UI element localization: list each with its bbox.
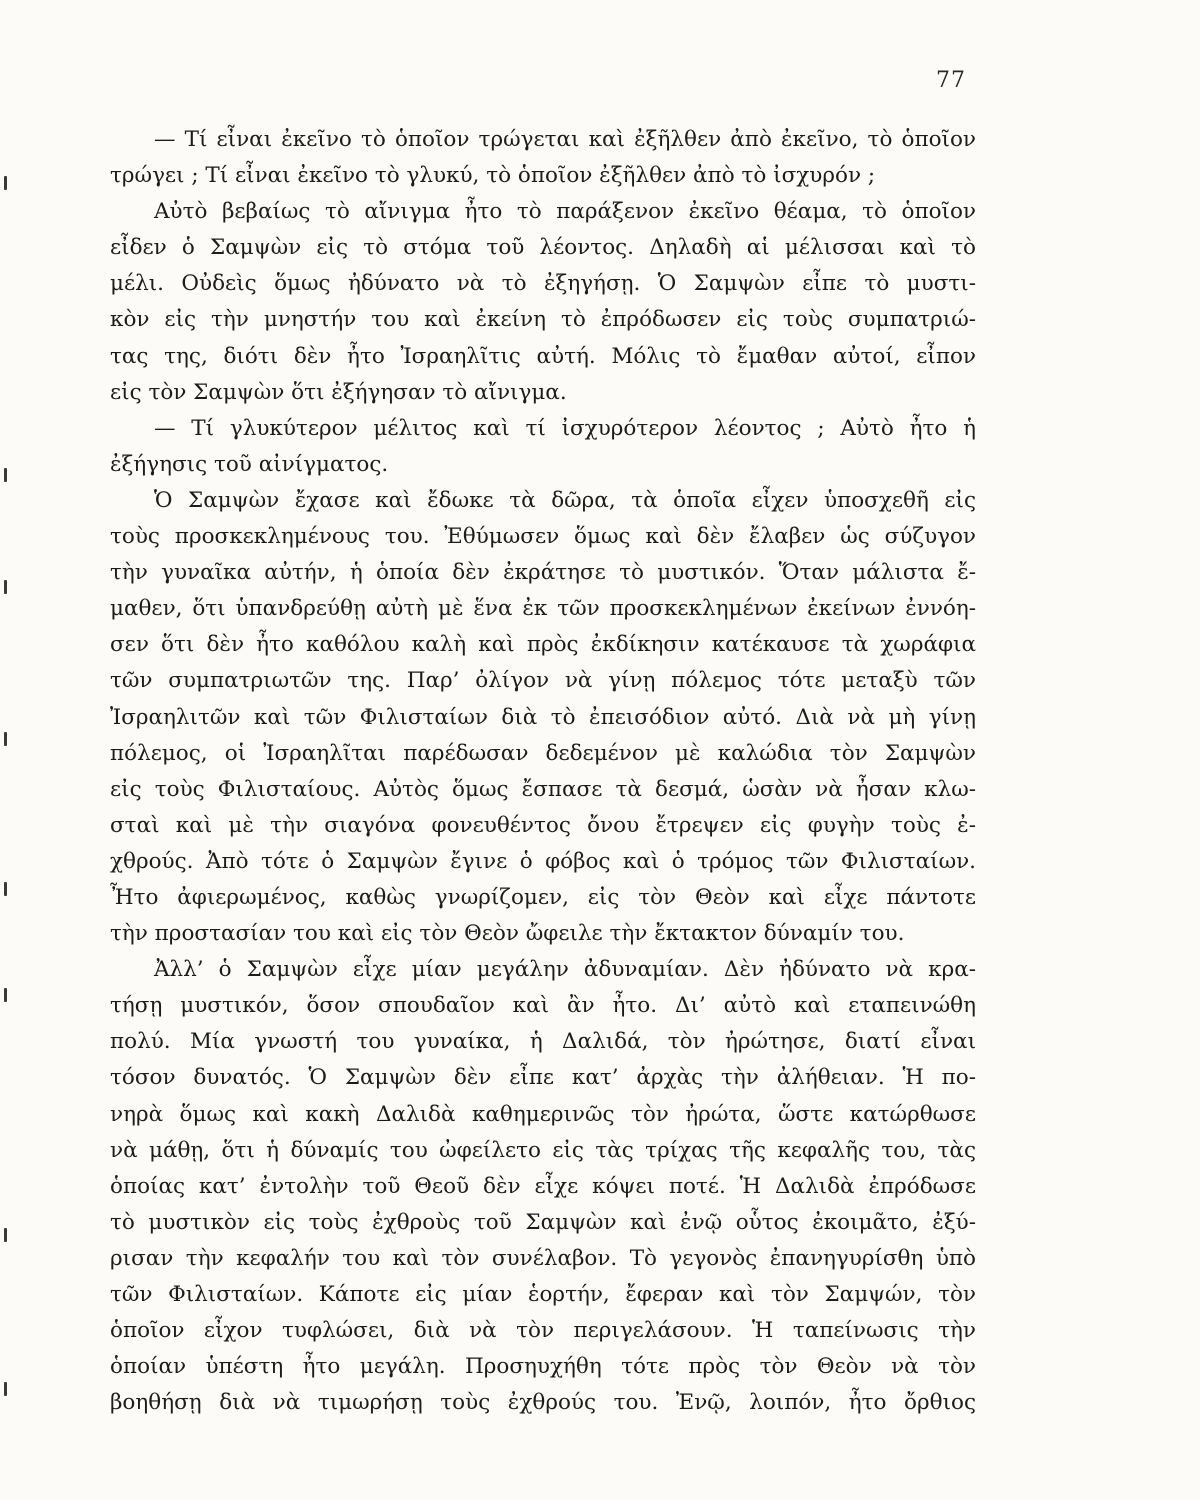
text-line: νὰ μάθῃ, ὅτι ἡ δύναμίς του ὠφείλετο εἰς τὰς τρίχας τῆς κεφαλῆς του, τὰς <box>110 1137 976 1163</box>
text-line: μαθεν, ὅτι ὑπανδρεύθῃ αὐτὴ μὲ ἕνα ἐκ τῶν προσκεκλημένων ἐκείνων ἐννόη- <box>110 596 976 622</box>
page-number: 77 <box>936 68 966 93</box>
text-line: τρώγει ; Τί εἶναι ἐκεῖνο τὸ γλυκύ, τὸ ὁποῖον ἐξῆλθεν ἀπὸ τὸ ἰσχυρόν ; <box>110 163 876 189</box>
text-line: τὴν γυναῖκα αὐτήν, ἡ ὁποία δὲν ἐκράτησε τὸ μυστικόν. Ὅταν μάλιστα ἔ- <box>110 560 976 586</box>
margin-mark <box>4 1228 7 1242</box>
text-line: — Τί εἶναι ἐκεῖνο τὸ ὁποῖον τρώγεται καὶ ἐξῆλθεν ἀπὸ ἐκεῖνο, τὸ ὁποῖον <box>154 127 976 152</box>
margin-mark <box>4 732 7 746</box>
margin-mark <box>4 580 7 594</box>
text-line: τὸ μυστικὸν εἰς τοὺς ἐχθροὺς τοῦ Σαμψὼν καὶ ἐνῷ οὗτος ἐκοιμᾶτο, ἐξύ- <box>110 1209 976 1235</box>
text-line: πολύ. Μία γνωστή του γυναίκα, ἡ Δαλιδά, τὸν ἠρώτησε, διατί εἶναι <box>110 1029 976 1055</box>
text-line: Ἀλλ’ ὁ Σαμψὼν εἶχε μίαν μεγάλην ἀδυναμίαν. Δὲν ἠδύνατο νὰ κρα- <box>154 957 976 983</box>
text-line: εἶδεν ὁ Σαμψὼν εἰς τὸ στόμα τοῦ λέοντος. Δηλαδὴ αἱ μέλισσαι καὶ τὸ <box>110 235 976 261</box>
text-line: τήσῃ μυστικόν, ὅσον σπουδαῖον καὶ ἂν ἦτο. Δι’ αὐτὸ καὶ εταπεινώθη <box>110 993 976 1019</box>
text-line: Ὁ Σαμψὼν ἔχασε καὶ ἔδωκε τὰ δῶρα, τὰ ὁποῖα εἶχεν ὑποσχεθῆ εἰς <box>154 487 976 513</box>
text-line: τῶν συμπατριωτῶν της. Παρ’ ὀλίγον νὰ γίνῃ πόλεμος τότε μεταξὺ τῶν <box>110 668 976 694</box>
margin-mark <box>4 882 7 896</box>
text-line: ὁποῖον εἶχον τυφλώσει, διὰ νὰ τὸν περιγελάσουν. Ἡ ταπείνωσις τὴν <box>110 1318 976 1344</box>
text-line: εἰς τοὺς Φιλισταίους. Αὐτὸς ὅμως ἔσπασε τὰ δεσμά, ὡσὰν νὰ ἦσαν κλω- <box>110 776 976 802</box>
text-line: βοηθήσῃ διὰ νὰ τιμωρήσῃ τοὺς ἐχθρούς του. Ἐνῷ, λοιπόν, ἦτο ὄρθιος <box>110 1390 976 1416</box>
text-line: πόλεμος, οἱ Ἰσραηλῖται παρέδωσαν δεδεμένον μὲ καλώδια τὸν Σαμψὼν <box>110 740 976 766</box>
text-line: μέλι. Οὐδεὶς ὅμως ἠδύνατο νὰ τὸ ἐξηγήσῃ. Ὁ Σαμψὼν εἶπε τὸ μυστι- <box>110 271 976 297</box>
text-line: τοὺς προσκεκλημένους του. Ἐθύμωσεν ὅμως καὶ δὲν ἔλαβεν ὡς σύζυγον <box>110 524 976 550</box>
text-line: ἐξήγησις τοῦ αἰνίγματος. <box>110 451 389 477</box>
margin-mark <box>4 988 7 1002</box>
text-line: ρισαν τὴν κεφαλήν του καὶ τὸν συνέλαβον. Τὸ γεγονὸς ἐπανηγυρίσθη ὑπὸ <box>110 1245 976 1271</box>
margin-mark <box>4 468 7 482</box>
text-line: ὁποίας κατ’ ἐντολὴν τοῦ Θεοῦ δὲν εἶχε κόψει ποτέ. Ἡ Δαλιδὰ ἐπρόδωσε <box>110 1173 976 1199</box>
text-line: τόσον δυνατός. Ὁ Σαμψὼν δὲν εἶπε κατ’ ἀρχὰς τὴν ἀλήθειαν. Ἡ πο- <box>110 1065 976 1091</box>
margin-mark <box>4 176 7 190</box>
text-line: χθρούς. Ἀπὸ τότε ὁ Σαμψὼν ἔγινε ὁ φόβος καὶ ὁ τρόμος τῶν Φιλισταίων. <box>110 848 976 874</box>
text-line: Ἦτο ἀφιερωμένος, καθὼς γνωρίζομεν, εἰς τὸν Θεὸν καὶ εἶχε πάντοτε <box>110 884 976 910</box>
text-line: νηρὰ ὅμως καὶ κακὴ Δαλιδὰ καθημερινῶς τὸν ἠρώτα, ὥστε κατώρθωσε <box>110 1101 976 1127</box>
margin-mark <box>4 1382 7 1396</box>
text-line: ὁποίαν ὑπέστη ἦτο μεγάλη. Προσηυχήθη τότε πρὸς τὸν Θεὸν νὰ τὸν <box>110 1354 976 1380</box>
text-line: σεν ὅτι δὲν ἦτο καθόλου καλὴ καὶ πρὸς ἐκδίκησιν κατέκαυσε τὰ χωράφια <box>110 632 976 658</box>
text-line: κὸν εἰς τὴν μνηστήν του καὶ ἐκείνη τὸ ἐπρόδωσεν εἰς τοὺς συμπατριώ- <box>110 307 976 333</box>
body-text <box>110 122 976 1421</box>
text-line: Αὐτὸ βεβαίως τὸ αἴνιγμα ἦτο τὸ παράξενον ἐκεῖνο θέαμα, τὸ ὁποῖον <box>154 199 976 225</box>
text-line: τας της, διότι δὲν ἦτο Ἰσραηλῖτις αὐτή. Μόλις τὸ ἔμαθαν αὐτοί, εἶπον <box>110 343 976 369</box>
text-line: Ἰσραηλιτῶν καὶ τῶν Φιλισταίων διὰ τὸ ἐπεισόδιον αὐτό. Διὰ νὰ μὴ γίνῃ <box>110 704 976 730</box>
text-line: σταὶ καὶ μὲ τὴν σιαγόνα φονευθέντος ὄνου ἔτρεψεν εἰς φυγὴν τοὺς ἐ- <box>110 812 976 838</box>
text-line: τῶν Φιλισταίων. Κάποτε εἰς μίαν ἑορτήν, ἔφεραν καὶ τὸν Σαμψών, τὸν <box>110 1282 976 1307</box>
text-line: — Τί γλυκύτερον μέλιτος καὶ τί ἰσχυρότερον λέοντος ; Αὐτὸ ἦτο ἡ <box>154 415 976 441</box>
text-line: εἰς τὸν Σαμψὼν ὅτι ἐξήγησαν τὸ αἴνιγμα. <box>110 379 567 405</box>
text-line: τὴν προστασίαν του καὶ εἰς τὸν Θεὸν ὤφειλε τὴν ἔκτακτον δύναμίν του. <box>110 921 905 947</box>
